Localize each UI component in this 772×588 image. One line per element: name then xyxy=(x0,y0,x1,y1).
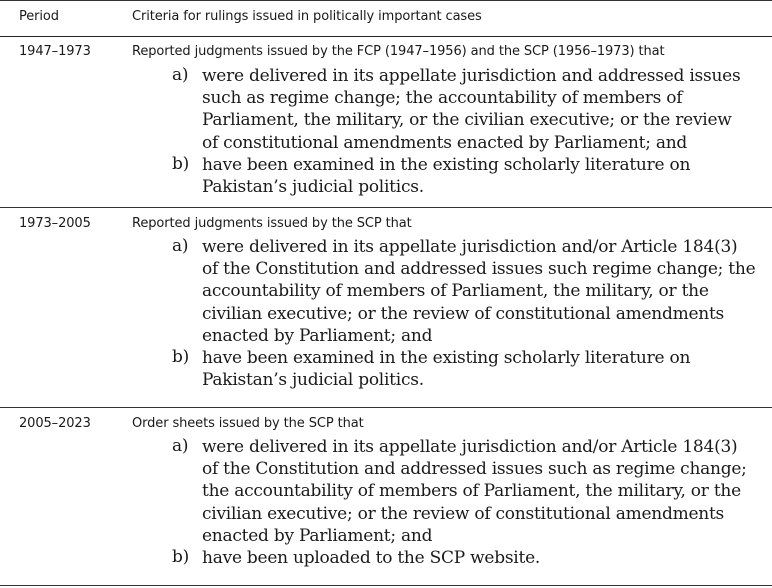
list-line: of the Constitution and addressed issues such as regime change; xyxy=(202,459,747,480)
top-rule xyxy=(0,0,772,1)
list-line: civilian executive; or the review of constitutional amendments xyxy=(202,503,725,524)
header-criteria: Criteria for rulings issued in politically important cases xyxy=(132,9,482,24)
list-marker: a) xyxy=(172,236,189,256)
list-line: have been examined in the existing scholarly literature on xyxy=(202,348,691,369)
header-rule xyxy=(0,36,772,37)
list-line: Pakistan’s judicial politics. xyxy=(202,370,424,391)
list-item xyxy=(172,347,768,391)
list-marker: a) xyxy=(172,65,189,85)
list-line: have been uploaded to the SCP website. xyxy=(202,548,541,569)
list-line: such as regime change; the accountability of members of xyxy=(202,88,683,109)
list-line: enacted by Parliament; and xyxy=(202,325,433,346)
row-intro: Reported judgments issued by the FCP (1947–1956) and the SCP (1956–1973) that xyxy=(132,44,665,59)
row-divider xyxy=(0,407,772,408)
list-marker: b) xyxy=(172,547,190,568)
list-line: have been examined in the existing scholarly literature on xyxy=(202,154,691,175)
criteria-list xyxy=(172,65,768,198)
list-line: were delivered in its appellate jurisdiction and/or Article 184(3) xyxy=(202,237,738,257)
bottom-rule xyxy=(0,585,772,586)
list-line: enacted by Parliament; and xyxy=(202,525,433,546)
list-item xyxy=(172,547,768,569)
row-period: 1947–1973 xyxy=(19,44,91,59)
list-marker: b) xyxy=(172,153,190,174)
list-line: civilian executive; or the review of constitutional amendments xyxy=(202,303,725,324)
list-item xyxy=(172,236,768,347)
list-line: the accountability of members of Parliament, the military, or the xyxy=(202,481,741,502)
header-period: Period xyxy=(19,9,59,24)
list-line: were delivered in its appellate jurisdiction and addressed issues xyxy=(202,66,741,86)
row-period: 2005–2023 xyxy=(19,416,91,431)
list-marker: b) xyxy=(172,347,190,368)
row-intro: Reported judgments issued by the SCP that xyxy=(132,216,412,231)
row-intro: Order sheets issued by the SCP that xyxy=(132,416,364,431)
row-divider xyxy=(0,207,772,208)
list-marker: a) xyxy=(172,436,189,456)
list-line: were delivered in its appellate jurisdiction and/or Article 184(3) xyxy=(202,437,738,457)
list-line: of constitutional amendments enacted by Parliament; and xyxy=(202,132,688,153)
list-line: of the Constitution and addressed issues such regime change; the xyxy=(202,259,756,280)
row-period: 1973–2005 xyxy=(19,216,91,231)
list-line: accountability of members of Parliament, the military, or the xyxy=(202,281,709,302)
list-line: Parliament, the military, or the civilian executive; or the review xyxy=(202,110,732,131)
list-item xyxy=(172,65,768,154)
list-item xyxy=(172,154,768,198)
criteria-list xyxy=(172,236,768,391)
criteria-list xyxy=(172,436,768,569)
list-item xyxy=(172,436,768,547)
list-line: Pakistan’s judicial politics. xyxy=(202,177,424,198)
